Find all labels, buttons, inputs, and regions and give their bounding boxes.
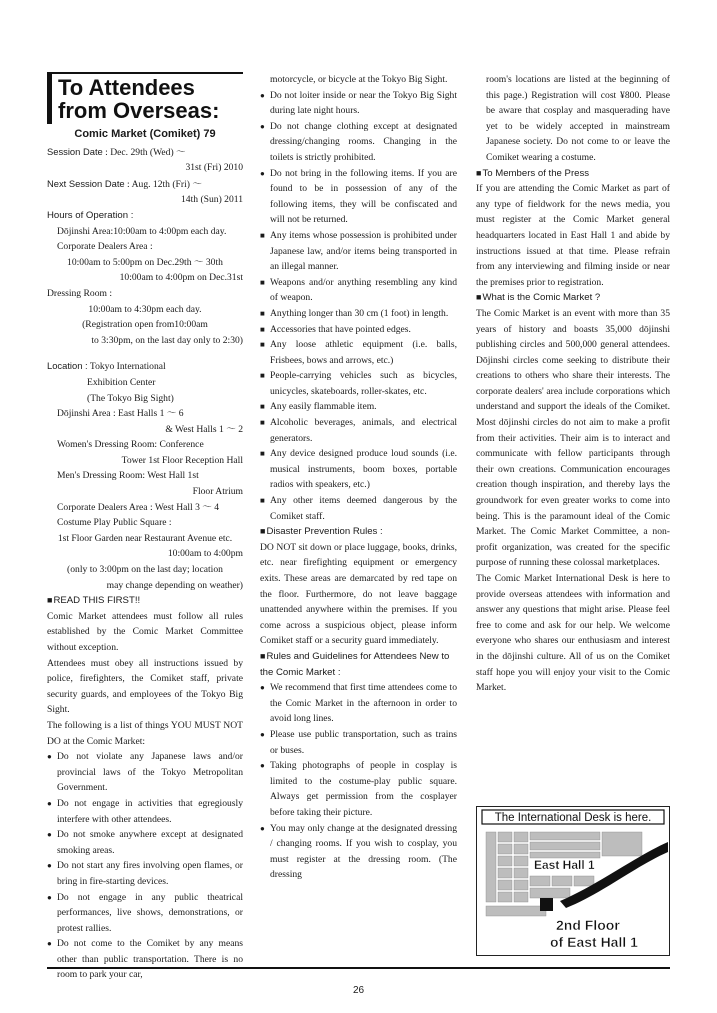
right-aligned-line: & West Halls 1 ～ 2 [165, 423, 243, 435]
column-3 [476, 72, 670, 696]
column-3-body [476, 72, 670, 696]
info-value: Tokyo International [87, 361, 166, 373]
column-2-body [260, 72, 457, 883]
right-aligned-line: Floor Atrium [192, 486, 243, 498]
spacer [47, 348, 243, 358]
info-line: Costume Play Public Square : [57, 517, 172, 529]
map-floor-line-1: 2nd Floor [556, 917, 620, 933]
info-label: Next Session Date [47, 177, 125, 189]
bullet-item: ● Do not engage in any public theatrical performances, live shows, demonstrations, or protest rallies. [47, 890, 243, 937]
desk-location-marker [540, 898, 553, 911]
centered-line: 1st Floor Garden near Restaurant Avenue etc. [57, 532, 233, 544]
column-1-body [47, 144, 243, 983]
info-line: Corporate Dealers Area : West Hall 3 ～ 4 [57, 501, 220, 513]
list-item: ■ Any loose athletic equipment (i.e. balls, Frisbees, bows and arrows, etc.) [260, 337, 457, 368]
map-banner: The International Desk is here. [494, 812, 652, 824]
paragraph: Attendees must obey all instructions issued by police, firefighters, the Comiket staff, private security guards, and employees of the Tokyo Big Sight. [47, 657, 243, 716]
list-item: ■ Alcoholic beverages, animals, and electrical generators. [260, 415, 457, 446]
info-value: : Dec. 29th (Wed) ～ [102, 146, 186, 158]
paragraph: The following is a list of things YOU MUST NOT DO at the Comic Market: [47, 719, 243, 747]
bullet-item: ● Do not come to the Comiket by any means other than public transportation. There is no room to park your car, [47, 936, 243, 983]
bullet-item: ● Please use public transportation, such as trains or buses. [260, 727, 457, 758]
right-aligned-line: 10:00am to 4:00pm [167, 548, 243, 560]
info-value: : Aug. 12th (Fri) ～ [124, 178, 202, 190]
section-label: Hours of Operation : [47, 209, 134, 221]
info-line [47, 144, 243, 161]
bullet-item: ● You may only change at the designated dressing / changing rooms. If you wish to cosplay, you must register at the dressing room. (The dressing [260, 821, 457, 883]
list-item: ■ Any items whose possession is prohibited under Japanese law, and/or items being transported in an illegal manner. [260, 228, 457, 275]
right-aligned-line: 14th (Sun) 2011 [180, 194, 243, 206]
bullet-item: ● Taking photographs of people in cosplay is limited to the costume-play public square. Always get permission from the cosplayer before taking their picture. [260, 758, 457, 820]
paragraph: The Comic Market is an event with more than 35 years of history and boasts 35,000 dōjinshi publishing circles and 500,000 general attendees. Dōjinshi circles come seeking to distribute their creations to others who share their interests. The corporate dealers' area include corporations which understand and support the ideals of the Comiket. Most dōjinshi circles do not aim to make a profit from their activities. Their aim is to interact and communicate with fellow participants through their own creations. Communication encourages creation though inspiration, and thereby lays the groundwork for even greater works to come into being. This is the paramount ideal of the Comic Market. The Comic Market Committee, a non-profit organization, was created for the specific purpose of running these colossal marketplaces. [476, 307, 670, 569]
indented-line: Exhibition Center [87, 376, 156, 388]
map-hall-label: East Hall 1 [534, 858, 595, 872]
page-title: To Attendees from Overseas: [47, 72, 243, 124]
right-aligned-line: Tower 1st Floor Reception Hall [121, 454, 243, 466]
list-item: ■ People-carrying vehicles such as bicycles, unicycles, skateboards, roller-skates, etc. [260, 368, 457, 399]
bullet-item: ● Do not smoke anywhere except at designated smoking areas. [47, 827, 243, 858]
section-heading: ■ Disaster Prevention Rules : [260, 524, 457, 540]
section-heading: ■ To Members of the Press [476, 166, 670, 182]
bullet-item: ● Do not change clothing except at designated dressing/changing rooms. Changing in the toilets is strictly prohibited. [260, 119, 457, 166]
continued-text: room's locations are listed at the beginning of this page.) Registration will cost ¥800. Please be aware that cosplay and masquerading have yet to be widely accepted in mainstream Japanese society. Do not come to or leave the Comiket wearing a costume. [486, 74, 670, 163]
bullet-item: ● Do not engage in activities that egregiously interfere with other attendees. [47, 796, 243, 827]
list-item: ■ Any other items deemed dangerous by the Comiket staff. [260, 493, 457, 524]
bullet-item: ● Do not violate any Japanese laws and/or provincial laws of the Tokyo Metropolitan Government. [47, 749, 243, 796]
map-floor-line-2: of East Hall 1 [550, 934, 638, 950]
list-item: ■ Accessories that have pointed edges. [260, 322, 457, 338]
section-heading: ■ READ THIS FIRST!! [47, 593, 243, 609]
centered-line: (only to 3:00pm on the last day; location [67, 564, 223, 576]
info-line: Dressing Room : [47, 287, 113, 299]
continued-text: motorcycle, or bicycle at the Tokyo Big Sight. [270, 74, 448, 85]
bullet-item: ● Do not bring in the following items. If you are found to be in possession of any of the following items, they will be confiscated and will not be returned. [260, 166, 457, 228]
info-line [47, 176, 243, 193]
centered-line: 10:00am to 4:30pm each day. [88, 303, 202, 315]
paragraph: The Comic Market International Desk is here to provide overseas attendees with information and answer any questions that might arise. Please feel free to come and ask for our help. We welcome everyone who shares our enthusiasm and interest in the dōjinshi culture. All of us on the Comiket staff hope you will enjoy your visit to the Comic Market. [476, 573, 670, 694]
list-item: ■ Any device designed produce loud sounds (i.e. musical instruments, boom boxes, portable radios with speakers, etc.) [260, 446, 457, 493]
list-item: ■ Any easily flammable item. [260, 399, 457, 415]
right-aligned-line: 10:00am to 4:00pm on Dec.31st [119, 272, 243, 284]
section-heading: ■ What is the Comic Market ? [476, 290, 670, 306]
info-line: Dōjinshi Area : East Halls 1 ～ 6 [57, 408, 184, 420]
event-subtitle: Comic Market (Comiket) 79 [74, 128, 216, 140]
list-item: ■ Anything longer than 30 cm (1 foot) in length. [260, 306, 457, 322]
paragraph: DO NOT sit down or place luggage, books, drinks, etc. near firefighting equipment or emergency exits. These areas are demarcated by red tape on the floor. Furthermore, do not leave baggage unattended anywhere within the premises. If you come across a suspicious object, please inform Comiket staff or a security guard immediately. [260, 541, 457, 647]
right-aligned-line: 31st (Fri) 2010 [185, 162, 243, 174]
indented-line: (The Tokyo Big Sight) [87, 392, 174, 404]
right-aligned-line: may change depending on weather) [106, 579, 243, 591]
centered-line: (Registration open from10:00am [82, 319, 208, 331]
footer-rule [47, 967, 670, 969]
info-line: Men's Dressing Room: West Hall 1st [57, 470, 199, 482]
info-line [47, 358, 243, 375]
info-label: Location : [47, 360, 88, 372]
page-number: 26 [352, 985, 365, 996]
bullet-item: ● Do not start any fires involving open flames, or bring in fire-starting devices. [47, 858, 243, 889]
info-line: Women's Dressing Room: Conference [57, 439, 204, 451]
info-label: Session Date [47, 145, 103, 157]
paragraph: If you are attending the Comic Market as part of any type of fieldwork for the news media, you must register at the Comic Market general headquarters located in East Hall 1 and abide by instructions issued at that time. Please refrain from any interviewing and filming inside or near the premises prior to registration. [476, 183, 670, 288]
info-line: Dōjinshi Area:10:00am to 4:00pm each day. [57, 225, 227, 237]
paragraph: Comic Market attendees must follow all rules established by the Comic Market Committee without exception. [47, 610, 243, 653]
section-heading: ■ Rules and Guidelines for Attendees New to the Comic Market : [260, 649, 457, 680]
bullet-item: ● We recommend that first time attendees come to the Comic Market in the afternoon in order to avoid long lines. [260, 680, 457, 727]
right-aligned-line: to 3:30pm, on the last day only to 2:30) [91, 334, 243, 346]
international-desk-map [476, 806, 670, 956]
info-line: Corporate Dealers Area : [57, 241, 153, 253]
column-2 [260, 72, 457, 883]
column-1 [47, 72, 243, 983]
list-item: ■ Weapons and/or anything resembling any kind of weapon. [260, 275, 457, 306]
bullet-item: ● Do not loiter inside or near the Tokyo Big Sight during late night hours. [260, 88, 457, 119]
centered-line: 10:00am to 5:00pm on Dec.29th ～ 30th [67, 256, 223, 268]
